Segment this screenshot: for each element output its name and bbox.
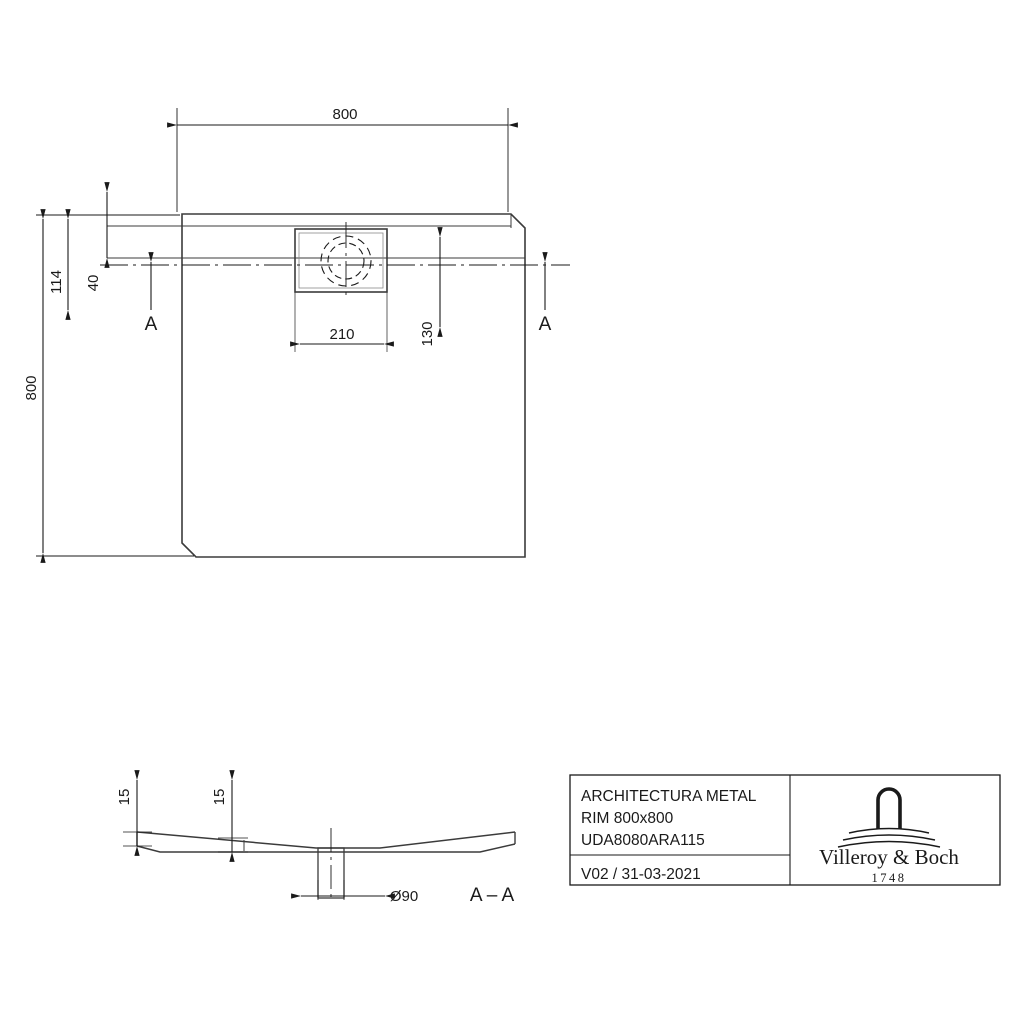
title-block-brand-year: 1748 [871, 871, 907, 885]
dimension-rim-height-left-15 [116, 780, 152, 846]
title-block [570, 775, 1000, 885]
title-block-model: RIM 800x800 [581, 810, 674, 827]
dimension-label-114: 114 [48, 270, 65, 294]
title-block-article-number: UDA8080ARA115 [581, 832, 705, 849]
section-mark-right [539, 262, 552, 335]
arch-waves-logo-icon [838, 789, 940, 847]
dimension-label-width: 800 [332, 106, 358, 123]
dimension-label-40: 40 [85, 274, 102, 292]
plan-view-tray-outline [107, 214, 525, 557]
dimension-width-800 [177, 106, 508, 212]
title-block-product-line: ARCHITECTURA METAL [581, 788, 757, 805]
dimension-height-800 [23, 215, 194, 556]
dimension-edge-offset-114 [48, 219, 68, 310]
dimension-drain-offset-40 [85, 192, 107, 291]
dimension-label-130: 130 [419, 321, 436, 347]
dimension-label-210: 210 [329, 326, 355, 343]
dimension-label-height: 800 [23, 375, 40, 401]
title-block-brand-name: Villeroy & Boch [819, 845, 959, 869]
section-mark-left [145, 262, 158, 335]
title-block-revision: V02 / 31-03-2021 [581, 866, 701, 883]
section-mark-label-right: A [538, 314, 552, 335]
section-mark-label-left: A [144, 314, 158, 335]
dimension-label-diameter: Ø90 [389, 888, 419, 905]
dimension-drain-width-210 [300, 326, 384, 344]
dimension-drain-height-130 [387, 237, 444, 347]
section-view-tray-profile [137, 828, 515, 900]
dimension-label-rim-left: 15 [116, 788, 133, 806]
dimension-label-rim-inner: 15 [211, 788, 228, 806]
section-view-label: A – A [469, 885, 515, 906]
